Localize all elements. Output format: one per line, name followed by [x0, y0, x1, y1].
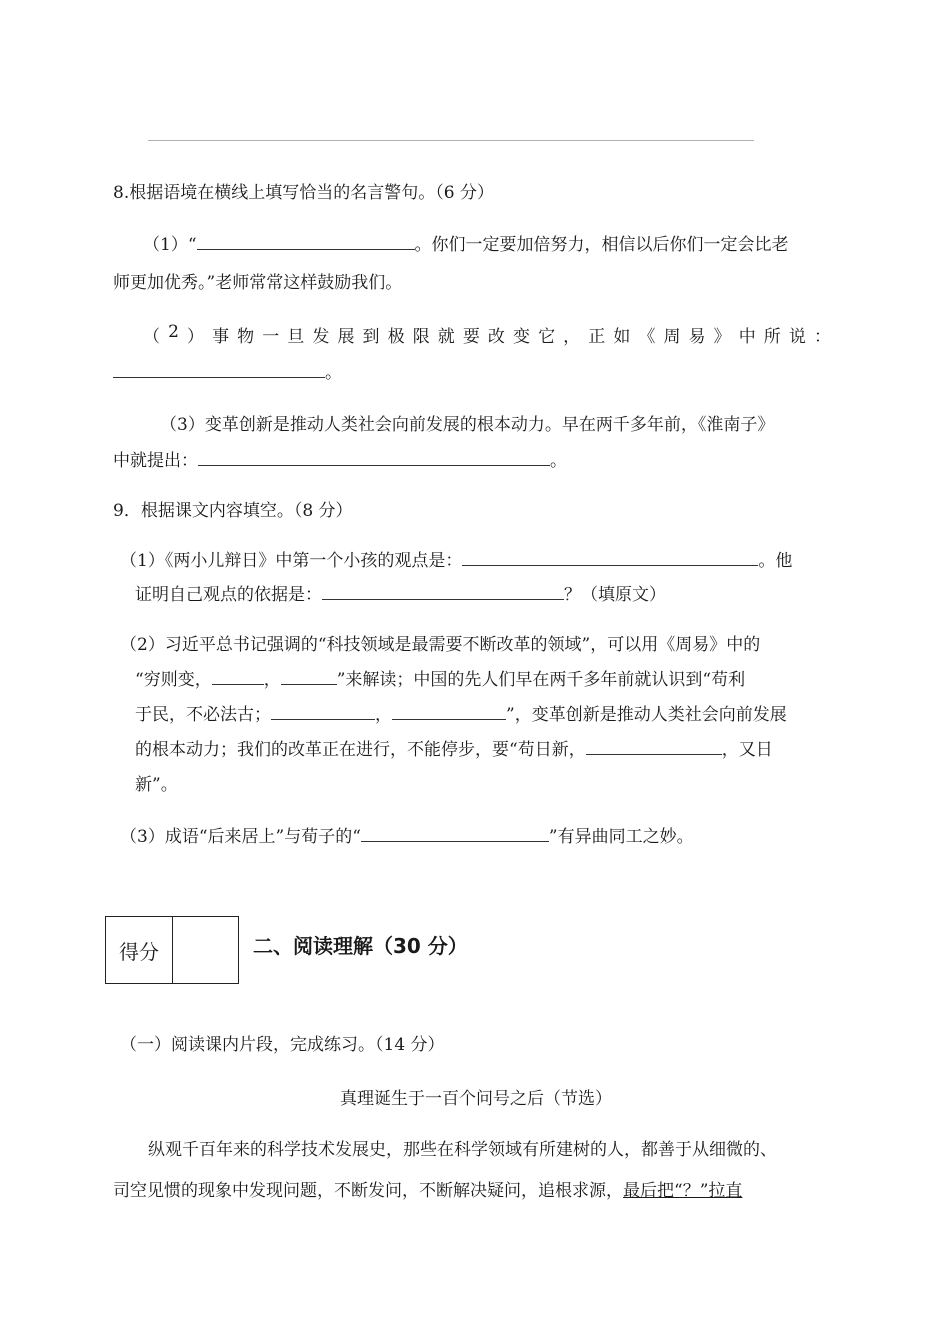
q8-item2-char: 易 [688, 327, 706, 347]
q8-item2-char: 2 [168, 322, 179, 342]
q8-item2-char: 极 [387, 327, 405, 347]
q9-item1-blank1[interactable] [462, 548, 758, 566]
q9-item2-blank4[interactable] [392, 702, 506, 720]
q8-item2-char: 限 [412, 327, 430, 347]
reading-para-line1: 纵观千百年来的科学技术发展史，那些在科学领域有所建树的人，都善于从细微的、 [148, 1140, 777, 1160]
q8-item2-char: 说 [788, 327, 806, 347]
q9-item3-line: （3）成语“后来居上”与荀子的“ ”有异曲同工之妙。 [120, 822, 694, 847]
q8-item2-char: 改 [487, 327, 505, 347]
score-entry-cell[interactable] [173, 917, 238, 983]
q8-item2-char: 一 [262, 327, 280, 347]
q8-item2-char: 》 [713, 327, 731, 347]
q9-item2-line2: “穷则变， ， ”来解读；中国的先人们早在两千多年前就认识到“苟利 [135, 665, 745, 690]
q8-item2-char: ： [813, 327, 831, 347]
q8-item1-line1: （1）“ 。你们一定要加倍努力，相信以后你们一定会比老 [143, 230, 789, 255]
q8-item2-char: 《 [638, 327, 656, 347]
q8-item2-char: ， [563, 327, 581, 347]
q8-item2-char: 就 [437, 327, 455, 347]
q9-item1-blank2[interactable] [322, 582, 564, 600]
q9-item2-blank5[interactable] [586, 737, 722, 755]
q8-item2-char: ） [186, 327, 204, 347]
q8-item3-blank[interactable] [198, 448, 550, 466]
q8-item3-line1: （3）变革创新是推动人类社会向前发展的根本动力。早在两千多年前，《淮南子》 [160, 415, 775, 435]
reading-underlined-phrase: 最后把“？”拉直 [623, 1181, 743, 1201]
q8-item2-char: 正 [588, 327, 606, 347]
answer-line-top [148, 140, 754, 141]
q8-item2-char: 旦 [287, 327, 305, 347]
q8-item2-char: （ [143, 327, 160, 347]
q8-item2-line1 [143, 322, 831, 347]
q9-item3-blank[interactable] [361, 824, 549, 842]
q8-item2-char: 展 [337, 327, 355, 347]
q8-item2-char: 周 [663, 327, 681, 347]
q8-item2-char: 所 [763, 327, 781, 347]
q8-item2-blank[interactable] [113, 360, 325, 378]
q8-item1-blank[interactable] [197, 232, 415, 250]
score-label: 得分 [106, 917, 173, 983]
q8-item2-char: 事 [212, 327, 230, 347]
reading-para-line2: 司空见惯的现象中发现问题，不断发问，不断解决疑问，追根求源，最后把“？”拉直 [113, 1181, 743, 1201]
q9-item1-line2: 证明自己观点的依据是： ？（填原文） [135, 580, 666, 605]
q8-heading: 8.根据语境在横线上填写恰当的名言警句。（6 分） [113, 183, 494, 203]
q9-item2-line3: 于民，不必法古； ， ”，变革创新是推动人类社会向前发展 [135, 700, 787, 725]
section-title: 二、阅读理解（30 分） [253, 934, 468, 958]
q9-item2-blank2[interactable] [281, 667, 337, 685]
q8-item2-char: 到 [362, 327, 380, 347]
q9-heading: 9．根据课文内容填空。（8 分） [113, 501, 353, 521]
q8-item3-line2: 中就提出： 。 [113, 446, 567, 471]
q9-item1-line1: （1）《两小儿辩日》中第一个小孩的观点是： 。他 [120, 546, 792, 571]
q8-item2-char: 如 [613, 327, 631, 347]
q8-item2-char: 发 [312, 327, 330, 347]
q8-item2-line2: 。 [113, 358, 342, 383]
reading-heading: （一）阅读课内片段，完成练习。（14 分） [120, 1035, 445, 1055]
q9-item2-blank3[interactable] [271, 702, 375, 720]
q9-item2-blank1[interactable] [212, 667, 264, 685]
q8-item2-char: 物 [237, 327, 255, 347]
q8-item1-line2: 师更加优秀。”老师常常这样鼓励我们。 [113, 273, 403, 293]
score-box [105, 916, 239, 984]
q8-item2-char: 它 [538, 327, 556, 347]
q9-item2-line5: 新”。 [135, 775, 178, 795]
q8-item2-char: 要 [462, 327, 480, 347]
q8-item2-char: 变 [513, 327, 530, 347]
q8-item2-char: 中 [738, 327, 756, 347]
q9-item2-line1: （2）习近平总书记强调的“科技领域是最需要不断改革的领域”，可以用《周易》中的 [120, 635, 761, 655]
q9-item2-line4: 的根本动力；我们的改革正在进行，不能停步，要“苟日新， ，又日 [135, 735, 773, 760]
reading-title: 真理诞生于一百个问号之后（节选） [340, 1089, 612, 1109]
